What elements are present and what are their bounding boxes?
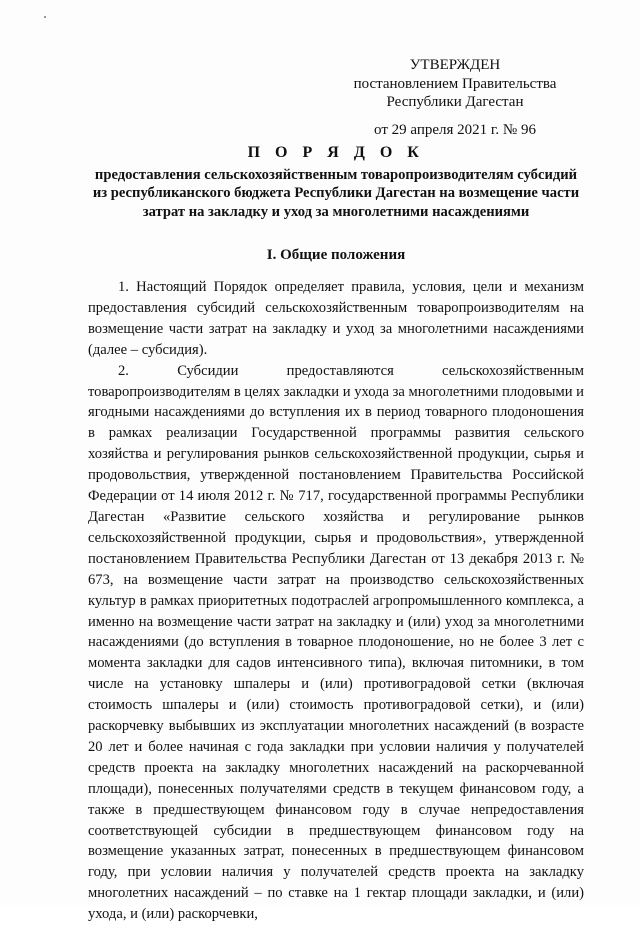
document-title: П О Р Я Д О К [247,144,425,161]
document-subtitle: предоставления сельскохозяйственным товаропроизводителям субсидий из республиканского бюджета Республики Дагестан на возмещение части затрат на закладку и уход за многолетними насаждениями [92,167,580,220]
document-title-block [88,143,584,221]
document-body [88,277,584,925]
paragraph-2: 2. Субсидии предоставляются сельскохозяйственным товаропроизводителям в целях закладки и ухода за многолетними плодовыми и ягодными насаждениями до вступления их в период товарного плодоношения в рамках реализации Государственной программы развития сельского хозяйства и регулирования рынков сельскохозяйственной продукции, сырья и продовольствия, утвержденной постановлением Правительства Российской Федерации от 14 июля 2012 г. № 717, государственной программы Республики Дагестан «Развитие сельского хозяйства и регулирование рынков сельскохозяйственной продукции, сырья и продовольствия», утвержденной постановлением Правительства Республики Дагестан от 13 декабря 2013 г. № 673, на возмещение части затрат на производство сельскохозяйственных культур в рамках приоритетных подотраслей агропромышленного комплекса, а именно на возмещение части затрат на закладку и (или) уход за многолетними насаждениями (до вступления в товарное плодоношение, но не более 3 лет с момента закладки для садов интенсивного типа), включая питомники, в том числе на установку шпалеры и (или) противоградовой сетки (включая стоимость шпалеры и (или) стоимость противоградовой сетки), и (или) раскорчевку выбывших из эксплуатации многолетних насаждений (в возрасте 20 лет и более начиная с года закладки при условии наличия у получателей средств проекта на закладку многолетних насаждений на раскорчеванной площади), понесенных получателями средств в текущем финансовом году, а также в предшествующем финансовом году в случае непредоставления соответствующей субсидии в предшествующем финансовом году на возмещение указанных затрат, понесенных в предшествующем финансовом году, при условии наличия у получателей средств проекта на закладку многолетних насаждений – по ставке на 1 гектар площади закладки, и (или) ухода, и (или) раскорчевки, [88,362,584,923]
approval-stamp [330,56,580,139]
scan-speck [44,16,46,18]
approval-line-1: постановлением Правительства [353,75,557,92]
approval-line-2: Республики Дагестан [386,94,524,110]
approval-date: от 29 апреля 2021 г. № 96 [374,121,536,138]
section-heading: I. Общие положения [266,247,406,263]
approval-heading: УТВЕРЖДЕН [409,57,501,73]
paragraph-1: 1. Настоящий Порядок определяет правила, условия, цели и механизм предоставления субсидий сельскохозяйственным товаропроизводителям на возмещение части затрат на закладку и уход за многолетними насаждениями (далее – субсидия). [88,279,584,358]
